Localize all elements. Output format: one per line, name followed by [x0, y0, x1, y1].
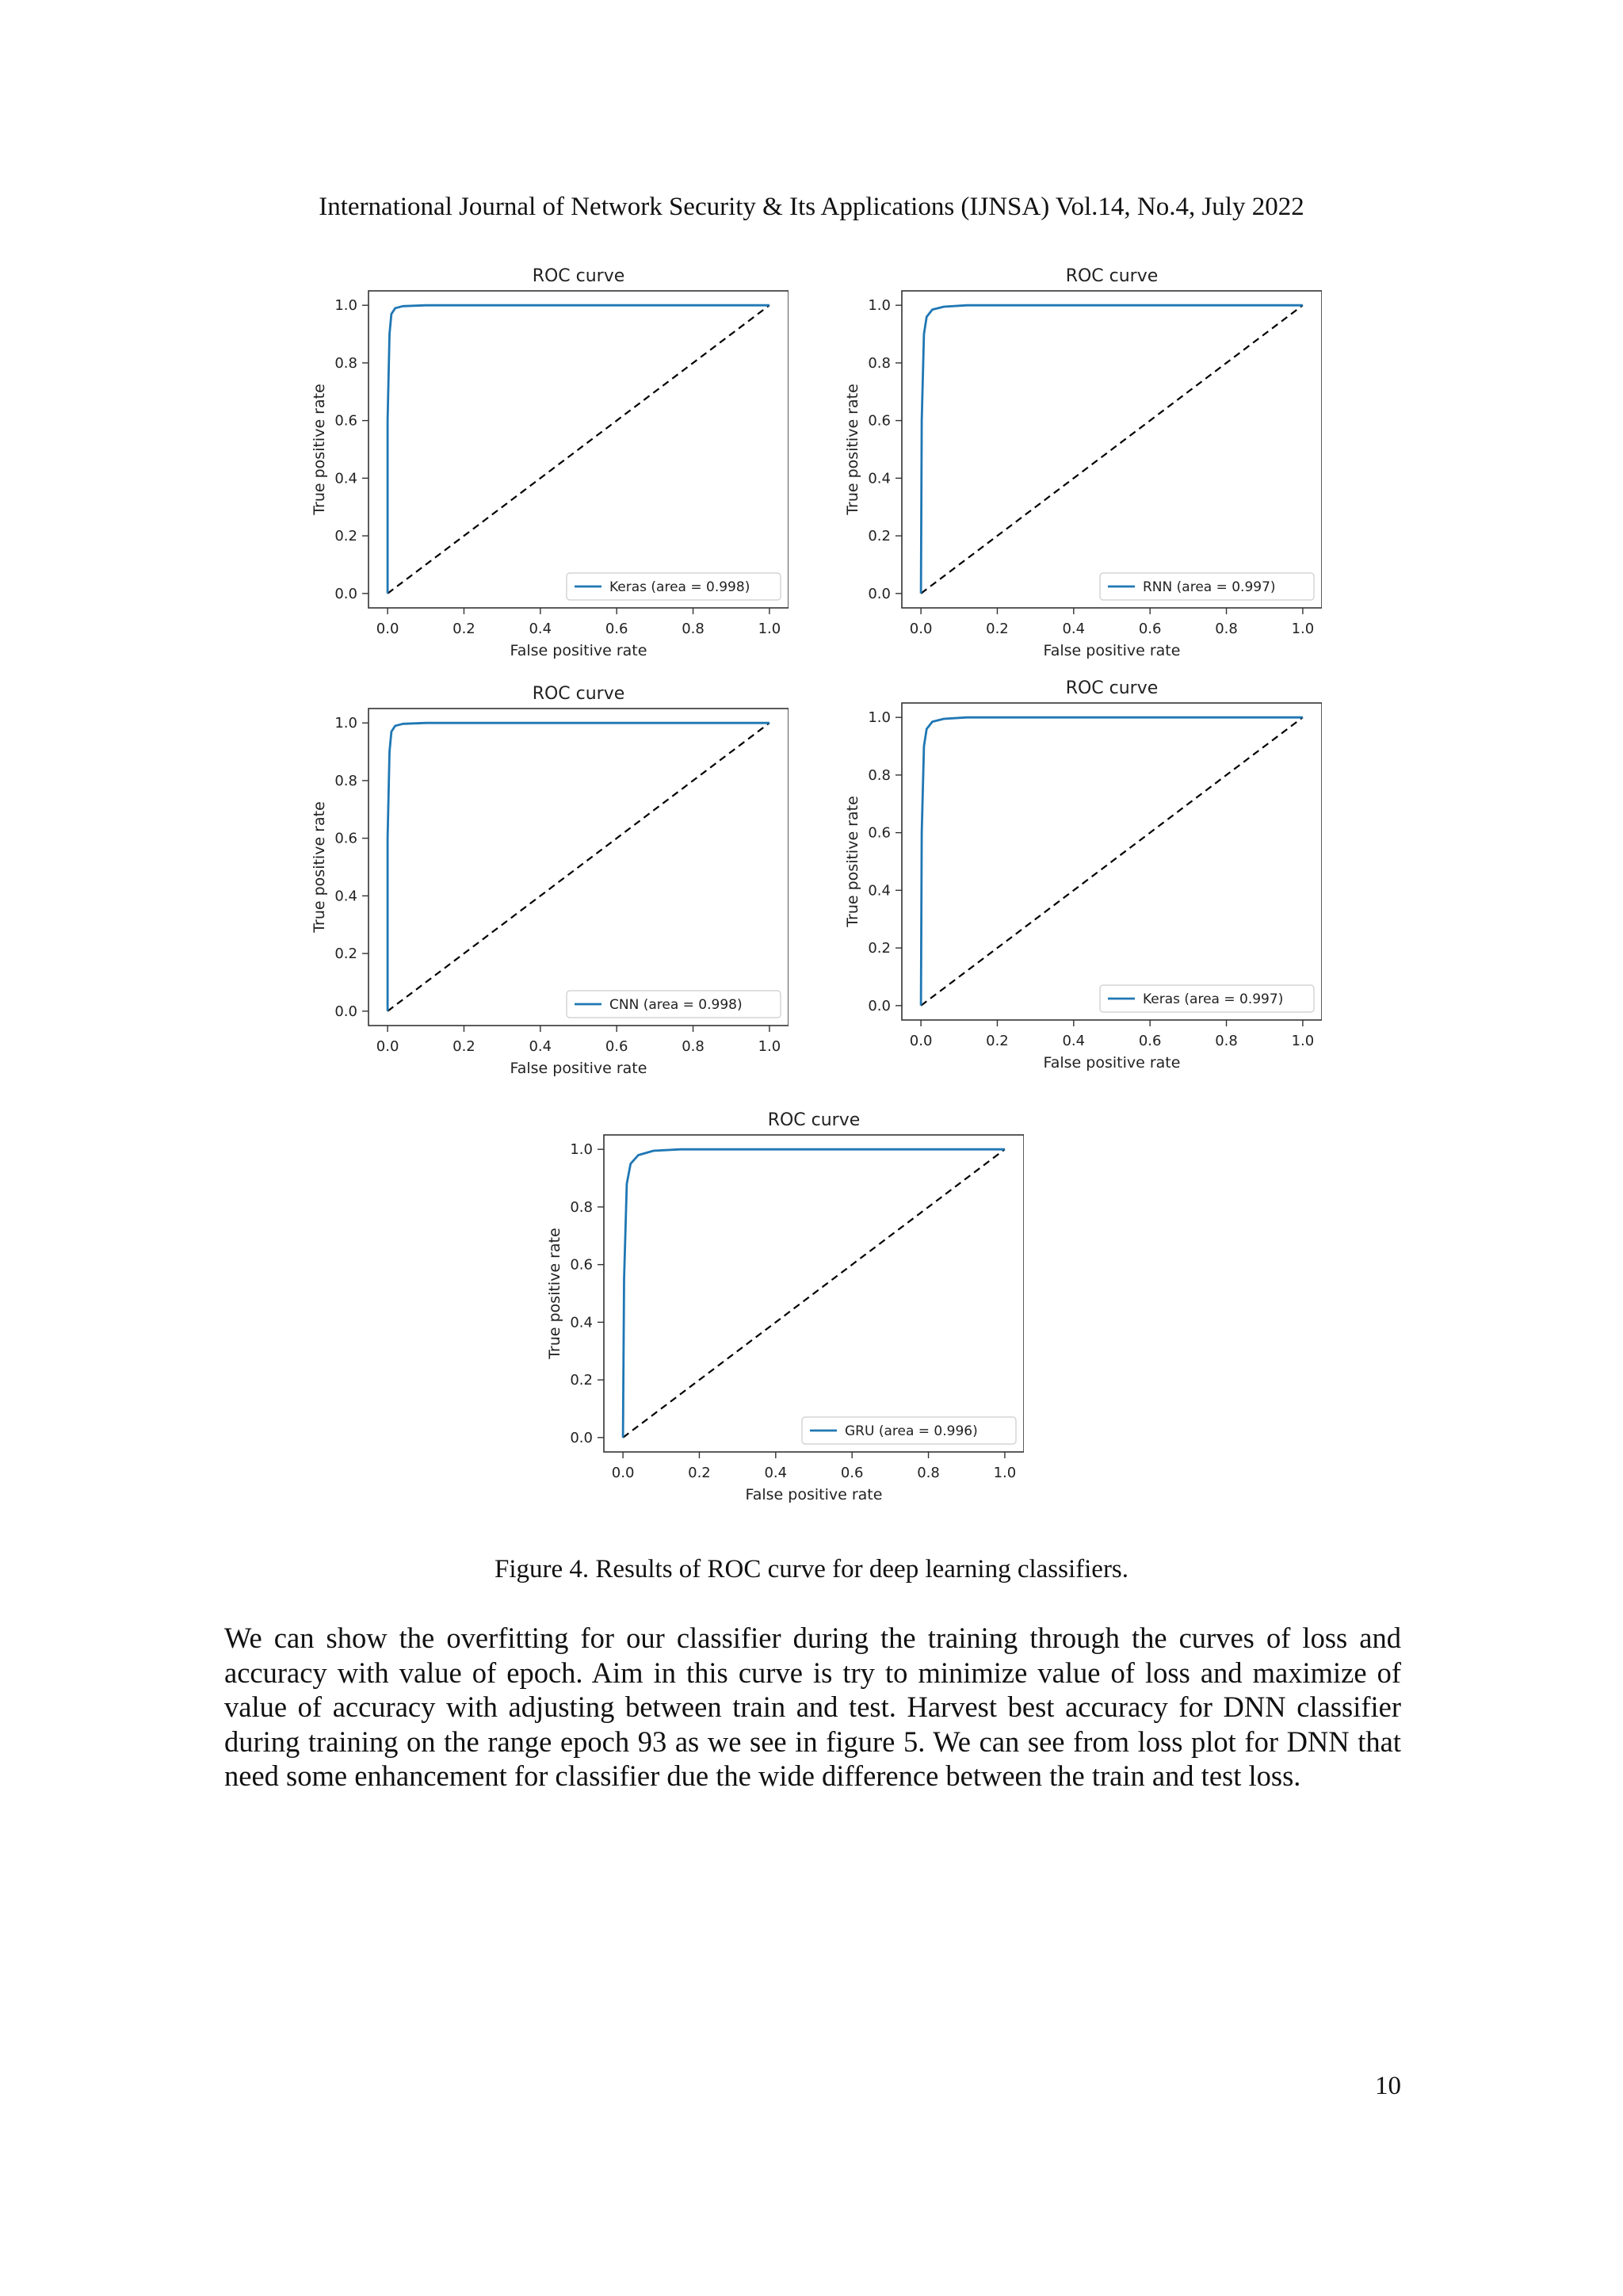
x-tick-label: 0.8: [682, 1038, 705, 1055]
x-tick-label: 0.0: [611, 1465, 635, 1481]
x-tick-label: 0.8: [917, 1465, 940, 1481]
diagonal-reference-line: [388, 305, 769, 594]
y-tick-label: 0.8: [570, 1198, 593, 1216]
y-axis-label: True positive rate: [844, 796, 861, 927]
roc-plot-svg: [297, 258, 789, 701]
diagonal-reference-line: [388, 723, 769, 1011]
x-tick-label: 0.8: [1215, 1033, 1238, 1049]
legend-label: CNN (area = 0.998): [609, 997, 743, 1013]
y-tick-label: 0.8: [868, 354, 891, 372]
x-tick-label: 0.6: [1138, 1033, 1162, 1049]
y-tick-label: 0.2: [334, 528, 357, 545]
chart-title: ROC curve: [532, 266, 625, 286]
legend-label: GRU (area = 0.996): [845, 1423, 978, 1439]
x-tick-label: 0.8: [682, 621, 705, 637]
legend-label: Keras (area = 0.998): [609, 579, 750, 595]
x-tick-label: 1.0: [1291, 621, 1315, 637]
x-tick-label: 1.0: [758, 1038, 781, 1055]
page-number: 10: [1375, 2072, 1401, 2100]
x-tick-label: 0.0: [909, 1033, 933, 1049]
legend-label: Keras (area = 0.997): [1143, 991, 1284, 1007]
y-axis-label: True positive rate: [546, 1228, 563, 1359]
x-tick-label: 0.4: [1062, 1033, 1086, 1049]
y-tick-label: 1.0: [868, 297, 891, 315]
y-tick-label: 1.0: [334, 715, 357, 732]
x-tick-label: 0.2: [688, 1465, 711, 1481]
x-tick-label: 0.4: [764, 1465, 788, 1481]
x-tick-label: 0.6: [840, 1465, 864, 1481]
roc-plot-svg: [831, 670, 1322, 1114]
x-tick-label: 0.0: [376, 621, 399, 637]
x-tick-label: 0.8: [1215, 621, 1238, 637]
y-tick-label: 0.0: [868, 585, 891, 602]
x-tick-label: 0.2: [986, 1033, 1009, 1049]
diagonal-reference-line: [623, 1149, 1005, 1438]
x-tick-label: 1.0: [993, 1465, 1017, 1481]
x-axis-label: False positive rate: [1043, 642, 1181, 659]
y-axis-label: True positive rate: [311, 801, 328, 933]
figure-caption: Figure 4. Results of ROC curve for deep learning classifiers.: [494, 1555, 1129, 1584]
x-axis-label: False positive rate: [1043, 1054, 1181, 1072]
y-tick-label: 0.4: [570, 1314, 593, 1331]
roc-plot-keras-2: [831, 670, 1322, 1114]
y-axis-label: True positive rate: [844, 384, 861, 515]
x-tick-label: 0.4: [529, 1038, 552, 1055]
roc-plot-svg: [831, 258, 1322, 701]
y-tick-label: 0.2: [570, 1372, 593, 1389]
y-tick-label: 0.6: [570, 1256, 593, 1274]
diagonal-reference-line: [921, 717, 1303, 1006]
y-tick-label: 0.0: [334, 1003, 357, 1020]
x-axis-label: False positive rate: [745, 1486, 883, 1503]
legend-label: RNN (area = 0.997): [1143, 579, 1276, 595]
y-tick-label: 1.0: [868, 709, 891, 727]
chart-title: ROC curve: [1065, 266, 1159, 286]
running-header: International Journal of Network Security & Its Applications (IJNSA) Vol.14, No.4, July 2022: [319, 193, 1304, 221]
y-tick-label: 0.6: [868, 824, 891, 842]
y-tick-label: 0.4: [334, 888, 357, 905]
x-tick-label: 1.0: [758, 621, 781, 637]
x-tick-label: 0.4: [1062, 621, 1086, 637]
x-axis-label: False positive rate: [510, 642, 647, 659]
chart-title: ROC curve: [767, 1110, 861, 1130]
y-tick-label: 0.2: [334, 946, 357, 963]
diagonal-reference-line: [921, 305, 1303, 594]
x-tick-label: 0.0: [909, 621, 933, 637]
chart-title: ROC curve: [1065, 678, 1159, 698]
y-tick-label: 0.0: [334, 585, 357, 602]
y-tick-label: 0.4: [868, 882, 891, 900]
y-axis-label: True positive rate: [311, 384, 328, 515]
x-tick-label: 0.6: [605, 621, 628, 637]
y-tick-label: 0.4: [868, 470, 891, 487]
y-tick-label: 0.0: [570, 1429, 593, 1446]
y-tick-label: 0.6: [334, 412, 357, 430]
y-tick-label: 0.2: [868, 528, 891, 545]
x-tick-label: 0.0: [376, 1038, 399, 1055]
roc-plot-rnn: [831, 258, 1322, 701]
x-tick-label: 0.2: [986, 621, 1009, 637]
x-tick-label: 0.6: [605, 1038, 628, 1055]
x-tick-label: 0.2: [453, 1038, 475, 1055]
roc-plot-gru: [533, 1102, 1024, 1545]
x-tick-label: 0.2: [453, 621, 475, 637]
x-tick-label: 1.0: [1291, 1033, 1315, 1049]
roc-plot-cnn: [297, 675, 789, 1119]
roc-plot-svg: [533, 1102, 1024, 1545]
y-tick-label: 1.0: [334, 297, 357, 315]
y-tick-label: 0.8: [334, 772, 357, 789]
y-tick-label: 0.6: [868, 412, 891, 430]
x-tick-label: 0.6: [1138, 621, 1162, 637]
y-tick-label: 0.8: [868, 766, 891, 784]
y-tick-label: 1.0: [570, 1141, 593, 1159]
chart-title: ROC curve: [532, 684, 625, 704]
roc-plot-keras-1: [297, 258, 789, 701]
y-tick-label: 0.0: [868, 997, 891, 1014]
y-tick-label: 0.4: [334, 470, 357, 487]
y-tick-label: 0.6: [334, 830, 357, 847]
body-paragraph: We can show the overfitting for our classifier during the training through the curves of loss and accuracy with value of epoch. Aim in this curve is try to minimize value of loss and maximize of value of accuracy with adjusting between train and test. Harvest best accuracy for DNN classifier during training on the range epoch 93 as we see in figure 5. We can see from loss plot for DNN that need some enhancement for classifier due the wide difference between the train and test loss.: [224, 1622, 1401, 1792]
x-axis-label: False positive rate: [510, 1060, 647, 1077]
y-tick-label: 0.8: [334, 354, 357, 372]
roc-plot-svg: [297, 675, 789, 1119]
y-tick-label: 0.2: [868, 940, 891, 957]
x-tick-label: 0.4: [529, 621, 552, 637]
